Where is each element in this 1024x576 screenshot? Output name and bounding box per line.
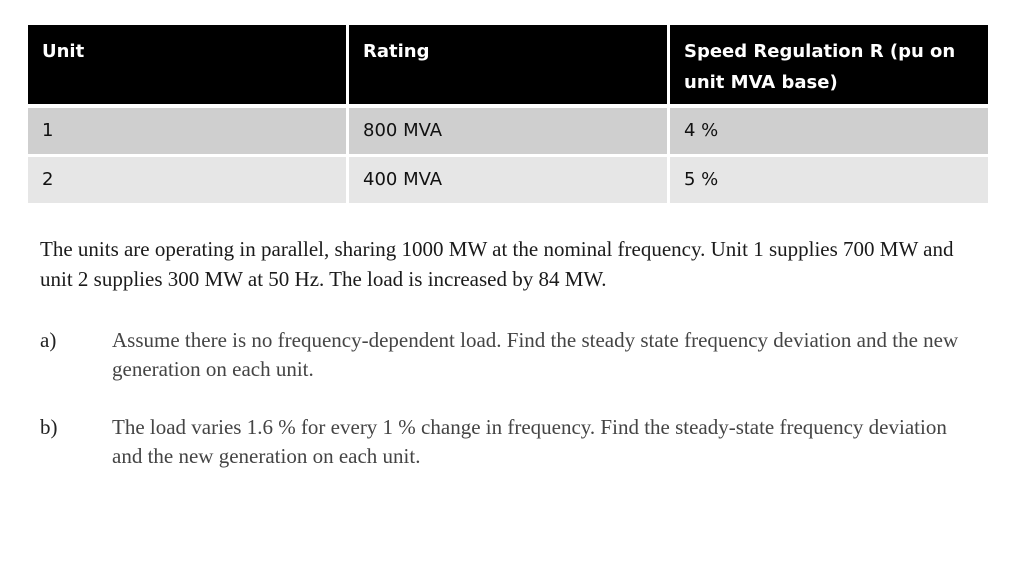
header-rating: Rating [349,25,667,104]
question-label: a) [40,328,57,352]
table-row [28,108,988,154]
header-speed-regulation: Speed Regulation R (pu on unit MVA base) [670,25,988,104]
cell-rating: 800 MVA [349,108,667,154]
question-label: b) [40,415,58,439]
question-text: Assume there is no frequency-dependent load. Find the steady state frequency deviation and the new generation on each unit. [112,328,959,381]
cell-unit: 2 [28,157,346,203]
cell-regulation: 4 % [670,108,988,154]
question-text: The load varies 1.6 % for every 1 % change in frequency. Find the steady-state frequency deviation and the new generation on each unit. [112,415,947,468]
unit-data-table [28,25,988,203]
cell-regulation: 5 % [670,157,988,203]
cell-unit: 1 [28,108,346,154]
table-header-row [28,25,988,104]
intro-paragraph: The units are operating in parallel, sharing 1000 MW at the nominal frequency. Unit 1 supplies 700 MW and unit 2 supplies 300 MW at 50 Hz. The load is increased by 84 MW. [40,237,954,291]
cell-rating: 400 MVA [349,157,667,203]
header-unit: Unit [28,25,346,104]
table-row [28,157,988,203]
